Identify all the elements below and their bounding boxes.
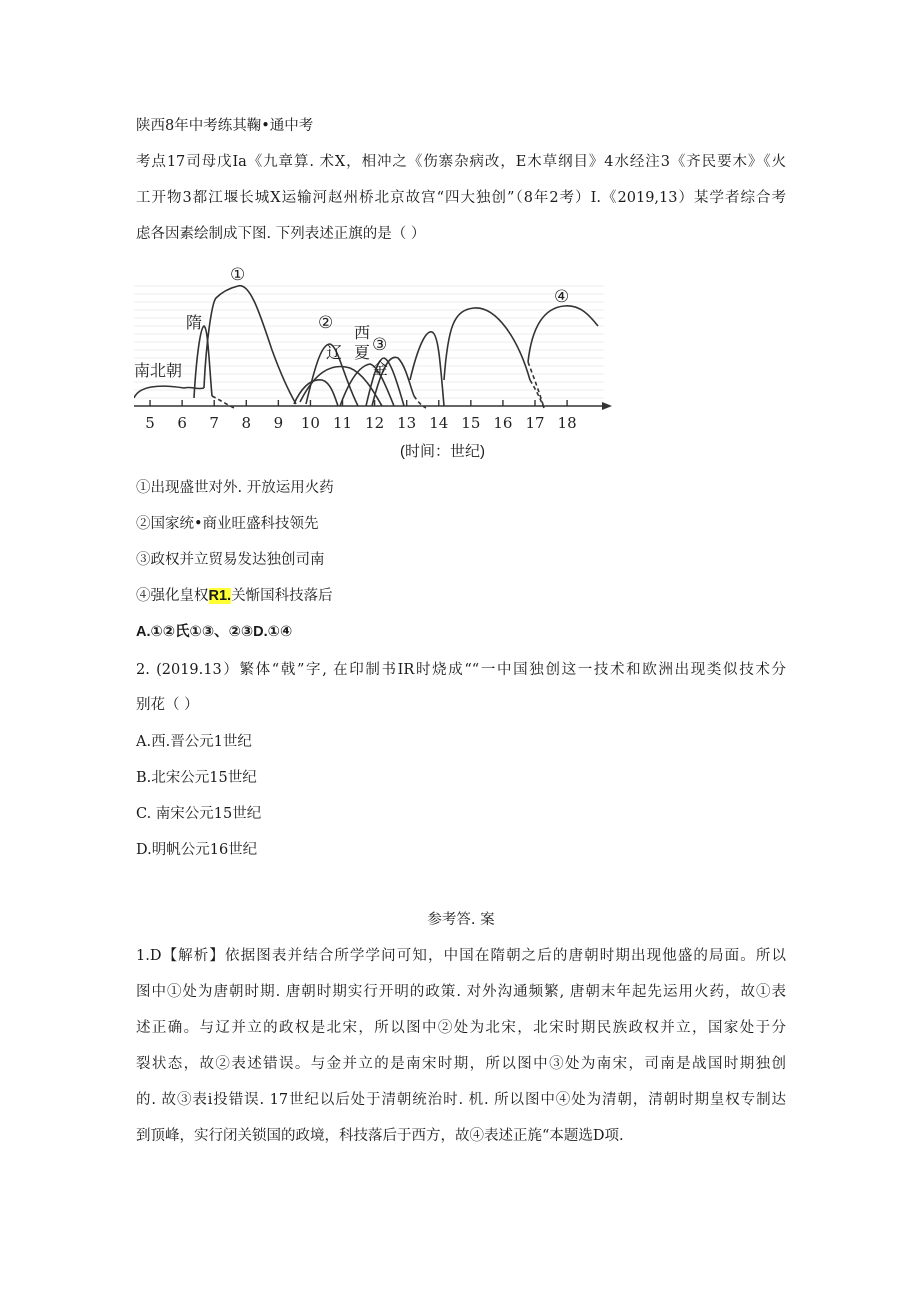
label-nanbeichao: 南北朝 <box>134 361 183 380</box>
x-tick-label: 11 <box>332 414 353 432</box>
label-circle-4: ④ <box>554 287 570 307</box>
option4-rest: 关惭国科技落后 <box>231 588 333 604</box>
x-tick-label: 10 <box>300 414 320 432</box>
answer-explanation-line: 图中①处为唐朝时期. 唐朝时期实行开明的政策. 对外沟通频繁, 唐朝末年起先运用火药，故①表 <box>136 984 786 1000</box>
answer-explanation-line: 1.D【解析】依据图表并结合所学学问可知，中国在隋朝之后的唐朝时期出现他盛的局面。所以 <box>136 948 786 964</box>
x-tick-label: 7 <box>209 414 219 432</box>
chart-labels <box>134 265 569 380</box>
question1-answer-choices: A.①②氏①③、②③D.①④ <box>136 624 293 640</box>
curve-ming <box>444 308 530 380</box>
answer-explanation-line: 裂状态，故②表述错误。与金并立的是南宋时期，所以图中③处为南宋，司南是战国时期独创 <box>136 1056 786 1072</box>
answer-explanation-line: 到顶峰，实行闭关锁国的政境，科技落后于西方，故④表述正旄“本题选D项. <box>136 1128 624 1144</box>
x-tick-label: 18 <box>557 414 577 432</box>
document-header: 陕西8年中考练其鞠•通中考 <box>136 118 314 134</box>
label-sui: 隋 <box>186 313 203 332</box>
label-liao: 辽 <box>326 343 343 362</box>
question1-stem-line: 工开物3都江堰长城X运输河赵州桥北京故宫“四大独创”（8年2考）I.《2019,13）某学者综合考 <box>136 190 786 206</box>
x-tick-label: 12 <box>365 414 385 432</box>
highlight-mark: R1. <box>208 588 232 604</box>
question2-option: D.明帆公元16世纪 <box>136 842 258 858</box>
question1-option: ①出现盛世对外. 开放运用火药 <box>136 480 334 496</box>
question2-option: B.北宋公元15世纪 <box>136 770 257 786</box>
x-tick-label: 9 <box>273 414 284 432</box>
curve-beisong <box>300 366 382 406</box>
dynasty-chart <box>134 262 614 462</box>
x-axis-ticks <box>145 400 576 432</box>
x-tick-label: 17 <box>525 414 545 432</box>
answer-explanation-line: 的. 故③表i投错误. 17世纪以后处于清朝统治时. 机. 所以图中④处为清朝，清朝时期皇权专制达 <box>136 1092 786 1108</box>
x-tick-label: 8 <box>241 414 252 432</box>
label-circle-3: ③ <box>372 335 388 355</box>
question1-option <box>136 586 786 606</box>
curve-yuan <box>410 332 444 406</box>
question1-stem-line: 虑各因素绘制成下图. 下列表述正旗的是（ ） <box>136 226 426 242</box>
label-xia: 夏 <box>354 343 371 362</box>
x-tick-label: 6 <box>177 414 187 432</box>
chart-xlabel: (时间：世纪) <box>400 443 485 460</box>
label-xi: 西 <box>354 323 371 342</box>
question1-stem-line: 考点17司母戊Ia《九章算. 术X，相冲之《伤寨杂病改，E木草纲目》4水经注3《齐民要木》《火 <box>136 154 786 170</box>
question2-option: A.西.晋公元1世纪 <box>136 734 252 750</box>
x-tick-label: 5 <box>145 414 155 432</box>
curve-sui <box>194 326 212 398</box>
question1-option: ③政权并立贸易发达独创司南 <box>136 552 325 568</box>
question2-stem-line: 2. (2019.13）繁体“戟”字, 在印制书IR时烧成““一中国独创这一技术和欧洲出现类似技术分 <box>136 662 786 678</box>
question1-option: ②国家统•商业旺盛科技领先 <box>136 516 319 532</box>
x-tick-label: 16 <box>493 414 513 432</box>
label-jin: 金 <box>372 359 389 378</box>
curve-tang <box>204 286 296 404</box>
answer-explanation-line: 述正确。与辽并立的政权是北宋，所以图中②处为北宋，北宋时期民族政权并立，国家处于分 <box>136 1020 786 1036</box>
x-tick-label: 15 <box>461 414 481 432</box>
answers-heading: 参考答. 案 <box>427 912 495 928</box>
label-circle-2: ② <box>318 313 334 333</box>
option4-text: ④强化皇权 <box>136 588 209 604</box>
x-tick-label: 14 <box>429 414 449 432</box>
question2-option: C. 南宋公元15世纪 <box>136 806 262 822</box>
label-circle-1: ① <box>230 265 246 285</box>
x-tick-label: 13 <box>397 414 417 432</box>
question2-stem-line: 别花（ ） <box>136 697 199 713</box>
